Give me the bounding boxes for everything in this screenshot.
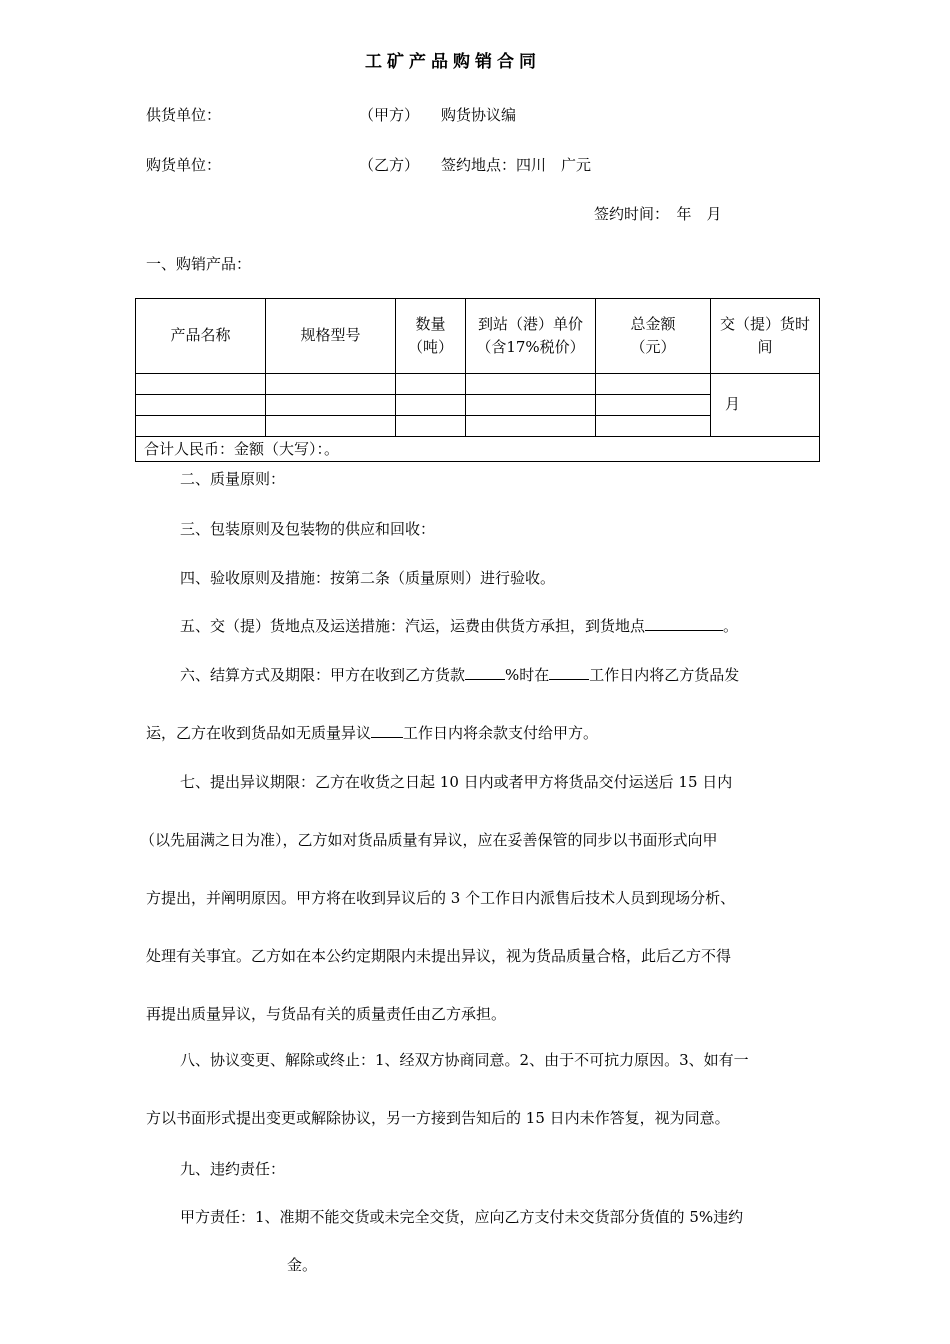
clause-6-text-a: 六、结算方式及期限：甲方在收到乙方货款 (180, 666, 466, 684)
cell (266, 374, 396, 395)
header-quantity: 数量（吨） (396, 299, 466, 374)
clause-7-line-5: 再提出质量异议，与货品有关的质量责任由乙方承担。 (146, 1005, 507, 1023)
contract-title: 工矿产品购销合同 (365, 52, 541, 72)
clause-6-text-d: 运，乙方在收到货品如无质量异议 (146, 724, 372, 742)
blank-field (549, 665, 589, 680)
agreement-number-label: 购货协议编 (441, 106, 517, 124)
clause-7-line-4: 处理有关事宜。乙方如在本公约定期限内未提出异议，视为货品质量合格，此后乙方不得 (146, 947, 732, 965)
header-unit-price: 到站（港）单价（含17%税价） (466, 299, 596, 374)
clause-6-line-2 (146, 723, 598, 742)
cell (266, 416, 396, 437)
clause-4: 四、验收原则及措施：按第二条（质量原则）进行验收。 (180, 569, 556, 587)
cell (466, 374, 596, 395)
cell (136, 395, 266, 416)
table-row (136, 374, 820, 395)
blank-field (371, 723, 403, 738)
clause-2: 二、质量原则： (180, 470, 286, 488)
clause-5 (180, 616, 738, 635)
clause-8-line-2: 方以书面形式提出变更或解除协议，另一方接到告知后的 15 日内未作答复，视为同意。 (146, 1109, 730, 1127)
table-total-row (136, 437, 820, 462)
party-b-label: （乙方） (359, 156, 420, 174)
clause-5-end: 。 (723, 617, 739, 635)
cell (596, 416, 711, 437)
header-total-amount: 总金额（元） (596, 299, 711, 374)
blank-field (465, 665, 505, 680)
supplier-label: 供货单位： (146, 106, 222, 124)
cell (136, 416, 266, 437)
clause-9-party-a-line-1: 甲方责任：1、准期不能交货或未完全交货，应向乙方支付未交货部分货值的 5%违约 (180, 1208, 744, 1226)
goods-table (135, 298, 820, 462)
cell (396, 395, 466, 416)
clause-9-party-a-line-2: 金。 (287, 1256, 318, 1274)
clause-7-line-1: 七、提出异议期限：乙方在收货之日起 10 日内或者甲方将货品交付运送后 15 日内 (180, 773, 733, 791)
total-amount-text: 合计人民币：金额（大写）：。 (136, 437, 820, 462)
sign-time: 签约时间： 年 月 (594, 205, 722, 223)
clause-3: 三、包装原则及包装物的供应和回收： (180, 520, 436, 538)
header-delivery-time: 交（提）货时间 (711, 299, 820, 374)
cell (596, 374, 711, 395)
clause-6-text-e: 工作日内将余款支付给甲方。 (403, 724, 599, 742)
clause-7-line-2: （以先届满之日为准），乙方如对货品质量有异议，应在妥善保管的同步以书面形式向甲 (140, 831, 718, 849)
sign-location: 签约地点：四川 广元 (441, 156, 592, 174)
party-a-label: （甲方） (359, 106, 420, 124)
section-1-heading: 一、购销产品： (146, 255, 252, 273)
table-header-row (136, 299, 820, 374)
clause-8-line-1: 八、协议变更、解除或终止：1、经双方协商同意。2、由于不可抗力原因。3、如有一 (180, 1051, 749, 1069)
cell (466, 395, 596, 416)
clause-6-text-c: 工作日内将乙方货品发 (589, 666, 740, 684)
header-spec-model: 规格型号 (266, 299, 396, 374)
clause-5-text: 五、交（提）货地点及运送措施：汽运，运费由供货方承担，到货地点 (180, 617, 646, 635)
cell (136, 374, 266, 395)
cell (266, 395, 396, 416)
cell (466, 416, 596, 437)
clause-9: 九、违约责任： (180, 1160, 286, 1178)
buyer-label: 购货单位： (146, 156, 222, 174)
cell (596, 395, 711, 416)
clause-6-text-b: %时在 (505, 666, 550, 684)
delivery-month-cell: 月 (711, 374, 820, 437)
cell (396, 374, 466, 395)
clause-6-line-1 (180, 665, 739, 684)
blank-field (645, 616, 723, 631)
clause-7-line-3: 方提出，并阐明原因。甲方将在收到异议后的 3 个工作日内派售后技术人员到现场分析、 (146, 889, 736, 907)
cell (396, 416, 466, 437)
header-product-name: 产品名称 (136, 299, 266, 374)
